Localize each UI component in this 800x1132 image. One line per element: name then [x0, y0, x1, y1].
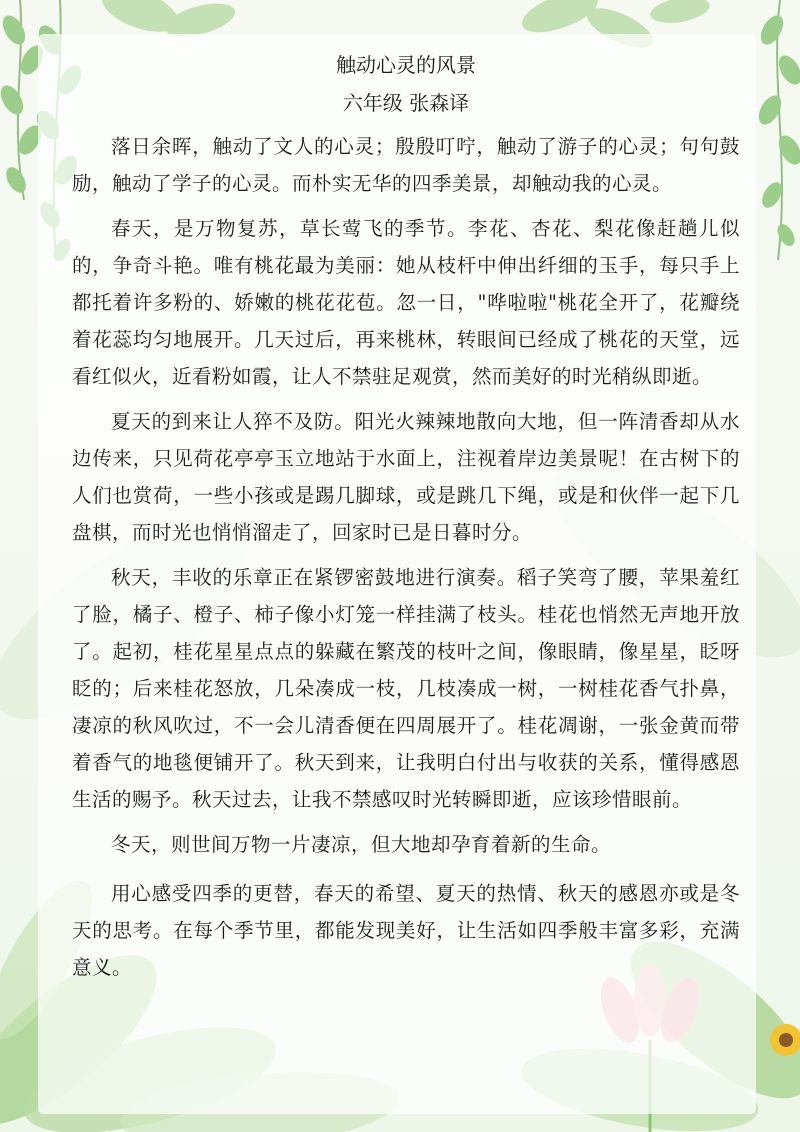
paragraph-summer: 夏天的到来让人猝不及防。阳光火辣辣地散向大地，但一阵清香却从水边传来，只见荷花亭亭玉立地站于水面上，注视着岸边美景呢！在古树下的人们也赏荷，一些小孩或是踢几脚球，或是跳几下绳，或是和伙伴一起下几盘棋，而时光也悄悄溜走了，回家时已是日暮时分。	[72, 410, 740, 544]
paragraph-autumn: 秋天，丰收的乐章正在紧锣密鼓地进行演奏。稻子笑弯了腰，苹果羞红了脸，橘子、橙子、柿子像小灯笼一样挂满了枝头。桂花也悄然无声地开放了。起初，桂花星星点点的躲藏在繁茂的枝叶之间，像眼睛，像星星，眨呀眨的；后来桂花怒放，几朵凑成一枝，几枝凑成一树，一树桂花香气扑鼻，凄凉的秋风吹过，不一会儿清香便在四周展开了。桂花凋谢，一张金黄而带着香气的地毯便铺开了。秋天到来，让我明白付出与收获的关系，懂得感恩生活的赐予。秋天过去，让我不禁感叹时光转瞬即逝，应该珍惜眼前。	[72, 566, 740, 811]
paragraph-spring: 春天，是万物复苏，草长莺飞的季节。李花、杏花、梨花像赶趟儿似的，争奇斗艳。唯有桃花最为美丽：她从枝杆中伸出纤细的玉手，每只手上都托着许多粉的、娇嫩的桃花花苞。忽一日，"哗啦啦"桃花全开了，花瓣绕着花蕊均匀地展开。几天过后，再来桃林，转眼间已经成了桃花的天堂，远看红似火，近看粉如霞，让人不禁驻足观赏，然而美好的时光稍纵即逝。	[72, 217, 740, 388]
author-line: 六年级 张森译	[342, 91, 470, 115]
essay	[72, 48, 740, 994]
essay-title: 触动心灵的风景	[336, 53, 476, 77]
paragraph-conclusion: 用心感受四季的更替，春天的希望、夏天的热情、秋天的感恩亦或是冬天的思考。在每个季节里，都能发现美好，让生活如四季般丰富多彩，充满意义。	[72, 882, 740, 979]
paragraph-winter: 冬天，则世间万物一片凄凉，但大地却孕育着新的生命。	[111, 833, 612, 856]
paragraph-intro: 落日余晖，触动了文人的心灵；殷殷叮咛，触动了游子的心灵；句句鼓励，触动了学子的心灵。而朴实无华的四季美景，却触动我的心灵。	[72, 135, 740, 195]
vine-leaves-top-right	[754, 0, 800, 260]
